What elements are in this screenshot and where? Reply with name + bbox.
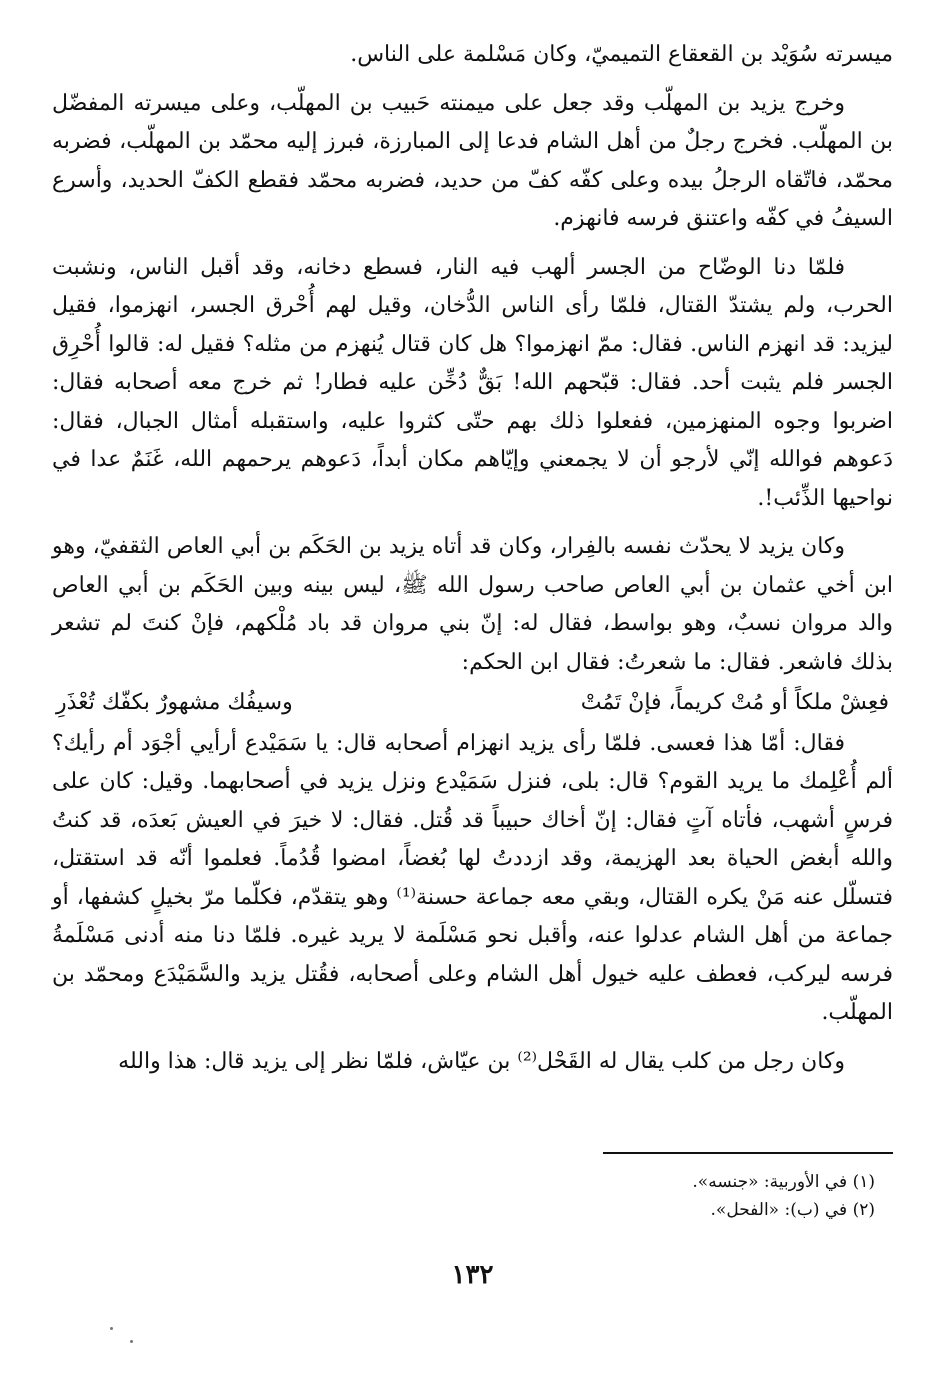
footnote-separator — [603, 1152, 893, 1154]
paragraph-6: وكان رجل من كلب يقال له القَحْل⁽²⁾ بن عيّاش، فلمّا نظر إلى يزيد قال: هذا والله — [118, 1048, 845, 1074]
footnote-2: (٢) في (ب): «الفحل». — [710, 1200, 875, 1220]
poetry-verse — [52, 684, 893, 723]
paragraph-3: فلمّا دنا الوضّاح من الجسر ألهب فيه النار، فسطع دخانه، وقد أقبل الناس، ونشبت الحرب، ولم يشتدّ القتال، فلمّا رأى الناس الدُّخان، وقيل لهم أُحْرق الجسر، انهزموا، فقيل ليزيد: قد انهزم الناس. فقال: ممّ انهزموا؟ هل كان قتال يُنهزم من مثله؟ فقيل له: قالوا أُحْرِق الجسر فلم يثبت أحد. فقال: قبّحهم الله! بَقٌّ دُخِّن عليه فطار! ثم خرج معه أصحابه فقال: اضربوا وجوه المنهزمين، ففعلوا ذلك بهم حتّى كثروا عليه، واستقبله أمثال الجبال، فقال: دَعوهم فوالله إنّي لأرجو أن لا يجمعني وإيّاهم مكان أبداً، دَعوهم يرحمهم الله، غَنَمٌ عدا في نواحيها الذِّئب!. — [52, 254, 893, 511]
scan-speck — [130, 1340, 133, 1343]
verse-second-hemistich: وسيفُك مشهورٌ بكفّك تُعْذَرِ — [56, 690, 293, 715]
paragraph-4: وكان يزيد لا يحدّث نفسه بالفِرار، وكان قد أتاه يزيد بن الحَكَم بن أبي العاص الثقفيّ، وهو ابن أخي عثمان بن أبي العاص صاحب رسول الله ﷺ، ليس بينه وبين الحَكَم بن أبي العاص والد مروان نسبٌ، وهو بواسط، فقال له: إنّ بني مروان قد باد مُلْكهم، فإنْ كنتَ لم تشعر بذلك فاشعر. فقال: ما شعرتُ: فقال ابن الحكم: — [52, 534, 893, 675]
footnotes — [400, 1168, 875, 1224]
paragraph-1: ميسرته سُوَيْد بن القعقاع التميميّ، وكان مَسْلمة على الناس. — [350, 42, 893, 67]
main-text — [52, 36, 893, 1081]
verse-first-hemistich: فعِشْ ملكاً أو مُتْ كريماً، فإنْ تَمُتْ — [580, 690, 889, 715]
page-number: ١٣٢ — [451, 1260, 494, 1290]
paragraph-5: فقال: أمّا هذا فعسى. فلمّا رأى يزيد انهزام أصحابه قال: يا سَمَيْدع أرأيي أجْوَد أم رأيك؟ ألم أُعْلِمك ما يريد القوم؟ قال: بلى، فنزل سَمَيْدع ونزل يزيد في أصحابهما. وقيل: كان على فرسٍ أشهب، فأتاه آتٍ فقال: إنّ أخاك حبيباً قد قُتل. فقال: لا خيرَ في العيش بَعدَه، قد كنتُ والله أبغض الحياة بعد الهزيمة، وقد ازددتُ لها بُغضاً، امضوا قُدُماً. فعلموا أنّه قد استقتل، فتسلّل عنه مَنْ يكره القتال، وبقي معه جماعة حسنة⁽¹⁾ وهو يتقدّم، فكلّما مرّ بخيلٍ كشفها، أو جماعة من أهل الشام عدلوا عنه، وأقبل نحو مَسْلَمة لا يريد غيره. فلمّا دنا منه أدنى مَسْلَمةُ فرسه ليركب، فعطف عليه خيول أهل الشام وعلى أصحابه، فقُتل يزيد والسَّمَيْدَع ومحمّد بن المهلّب. — [52, 730, 894, 1025]
footnote-1: (١) في الأوربية: «جنسه». — [692, 1172, 875, 1192]
paragraph-2: وخرج يزيد بن المهلّب وقد جعل على ميمنته حَبيب بن المهلّب، وعلى ميسرته المفضّل بن المهلّب. فخرج رجلٌ من أهل الشام فدعا إلى المبارزة، فبرز إليه محمّد بن المهلّب، فضربه محمّد، فاتّقاه الرجلُ بيده وعلى كفّه كفّ من حديد، فضربه محمّد فقطع الكفّ الحديد، وأسرع السيفُ في كفّه واعتنق فرسه فانهزم. — [52, 90, 893, 231]
scan-speck — [110, 1327, 113, 1330]
